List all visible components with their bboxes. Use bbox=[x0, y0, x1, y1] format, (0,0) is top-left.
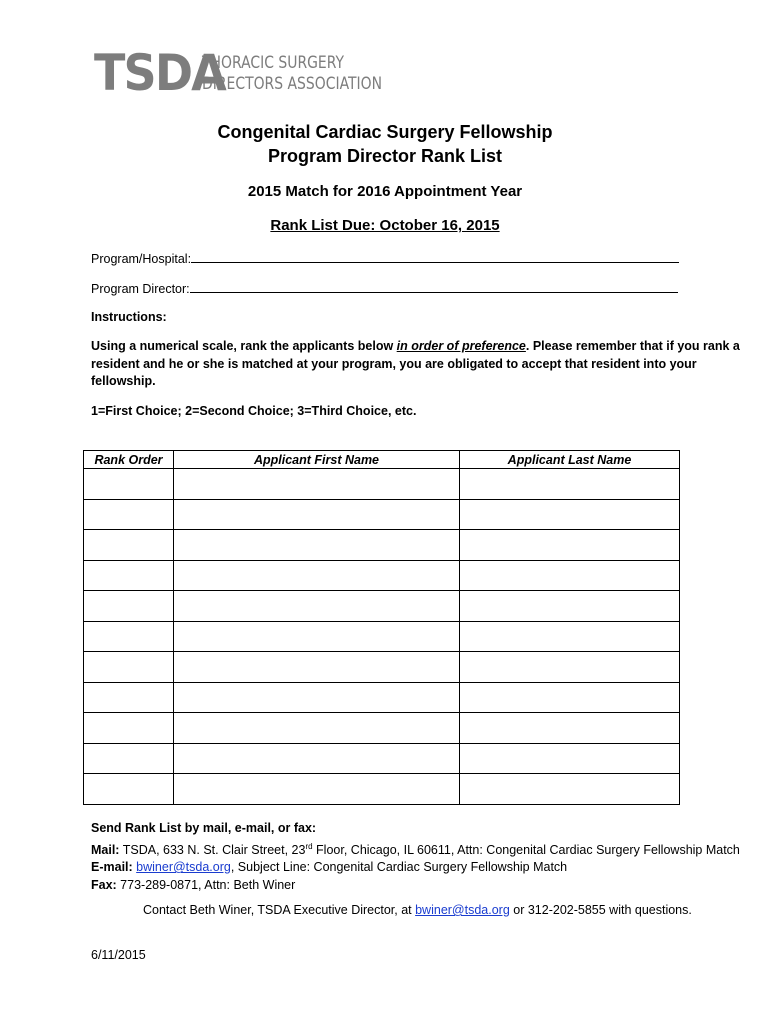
rank-order-cell[interactable] bbox=[84, 652, 174, 683]
rank-order-cell[interactable] bbox=[84, 713, 174, 744]
last-name-cell[interactable] bbox=[460, 652, 680, 683]
first-name-cell[interactable] bbox=[174, 682, 460, 713]
contact-text-b: or 312-202-5855 with questions. bbox=[509, 903, 692, 917]
last-name-cell[interactable] bbox=[460, 774, 680, 805]
last-name-cell[interactable] bbox=[460, 469, 680, 500]
send-block bbox=[91, 820, 761, 894]
logo-line-1: THORACIC SURGERY bbox=[202, 53, 345, 73]
instructions-text-b: . Please remember that if you rank a resident and he or she is matched at your program, you are obligated to accept that resident into your fellowship. bbox=[91, 339, 740, 388]
first-name-cell[interactable] bbox=[174, 530, 460, 561]
mail-line bbox=[91, 838, 761, 860]
program-hospital-field[interactable] bbox=[91, 250, 679, 266]
rank-table-body bbox=[84, 469, 680, 805]
title-line-2: Program Director Rank List bbox=[267, 146, 503, 166]
rank-order-cell[interactable] bbox=[84, 530, 174, 561]
rank-table bbox=[83, 450, 680, 805]
table-row bbox=[84, 743, 680, 774]
program-director-label: Program Director: bbox=[91, 282, 190, 296]
program-director-line[interactable] bbox=[190, 280, 678, 293]
table-row bbox=[84, 682, 680, 713]
first-name-cell[interactable] bbox=[174, 469, 460, 500]
program-director-field[interactable] bbox=[91, 280, 678, 296]
mail-sup: rd bbox=[305, 841, 313, 851]
table-row bbox=[84, 560, 680, 591]
rank-order-cell[interactable] bbox=[84, 682, 174, 713]
table-row bbox=[84, 530, 680, 561]
email-text: , Subject Line: Congenital Cardiac Surgery Fellowship Match bbox=[230, 860, 568, 875]
table-row bbox=[84, 621, 680, 652]
rank-order-cell[interactable] bbox=[84, 499, 174, 530]
fax-label: Fax: bbox=[91, 877, 117, 892]
instructions-text-a: Using a numerical scale, rank the applicants below bbox=[91, 339, 397, 353]
last-name-cell[interactable] bbox=[460, 560, 680, 591]
table-header-row bbox=[84, 451, 680, 469]
table-row bbox=[84, 774, 680, 805]
first-name-cell[interactable] bbox=[174, 621, 460, 652]
last-name-cell[interactable] bbox=[460, 682, 680, 713]
first-name-cell[interactable] bbox=[174, 713, 460, 744]
program-hospital-label: Program/Hospital: bbox=[91, 252, 192, 266]
first-name-cell[interactable] bbox=[174, 743, 460, 774]
email-label: E-mail: bbox=[91, 860, 133, 875]
fax-line bbox=[91, 877, 761, 895]
match-line: 2015 Match for 2016 Appointment Year bbox=[247, 183, 523, 200]
table-row bbox=[84, 652, 680, 683]
logo-line-2: DIRECTORS ASSOCIATION bbox=[202, 74, 383, 94]
table-row bbox=[84, 469, 680, 500]
rank-order-cell[interactable] bbox=[84, 774, 174, 805]
title-line-1: Congenital Cardiac Surgery Fellowship bbox=[217, 122, 553, 142]
col-last-name: Applicant Last Name bbox=[460, 451, 680, 469]
logo-wordmark bbox=[202, 53, 383, 95]
table-row bbox=[84, 499, 680, 530]
contact-line bbox=[143, 902, 770, 920]
program-hospital-line[interactable] bbox=[191, 250, 679, 263]
first-name-cell[interactable] bbox=[174, 499, 460, 530]
first-name-cell[interactable] bbox=[174, 774, 460, 805]
table-row bbox=[84, 591, 680, 622]
first-name-cell[interactable] bbox=[174, 652, 460, 683]
instructions-heading: Instructions: bbox=[91, 310, 167, 324]
mail-text-a: TSDA, 633 N. St. Clair Street, 23 bbox=[119, 842, 306, 857]
logo-mark: TSDA bbox=[94, 44, 225, 102]
col-rank-order: Rank Order bbox=[84, 451, 174, 469]
table-row bbox=[84, 713, 680, 744]
mail-text-b: Floor, Chicago, IL 60611, Attn: Congenital Cardiac Surgery Fellowship Match bbox=[312, 842, 740, 857]
last-name-cell[interactable] bbox=[460, 743, 680, 774]
due-date: Rank List Due: October 16, 2015 bbox=[270, 217, 500, 234]
last-name-cell[interactable] bbox=[460, 499, 680, 530]
rank-order-cell[interactable] bbox=[84, 591, 174, 622]
rank-order-cell[interactable] bbox=[84, 469, 174, 500]
contact-email-link[interactable]: bwiner@tsda.org bbox=[415, 903, 510, 917]
rank-order-cell[interactable] bbox=[84, 743, 174, 774]
rank-scale: 1=First Choice; 2=Second Choice; 3=Third Choice, etc. bbox=[91, 404, 417, 418]
rank-order-cell[interactable] bbox=[84, 621, 174, 652]
document-date: 6/11/2015 bbox=[91, 948, 146, 962]
first-name-cell[interactable] bbox=[174, 591, 460, 622]
last-name-cell[interactable] bbox=[460, 530, 680, 561]
fax-text: 773-289-0871, Attn: Beth Winer bbox=[116, 877, 296, 892]
last-name-cell[interactable] bbox=[460, 591, 680, 622]
send-heading: Send Rank List by mail, e-mail, or fax: bbox=[91, 821, 317, 835]
instructions-text bbox=[91, 338, 751, 391]
last-name-cell[interactable] bbox=[460, 713, 680, 744]
mail-label: Mail: bbox=[91, 842, 120, 857]
instructions-emphasis: in order of preference bbox=[396, 339, 526, 353]
last-name-cell[interactable] bbox=[460, 621, 680, 652]
first-name-cell[interactable] bbox=[174, 560, 460, 591]
contact-text-a: Contact Beth Winer, TSDA Executive Director, at bbox=[143, 903, 416, 917]
email-line bbox=[91, 859, 761, 877]
rank-order-cell[interactable] bbox=[84, 560, 174, 591]
col-first-name: Applicant First Name bbox=[174, 451, 460, 469]
email-link[interactable]: bwiner@tsda.org bbox=[136, 860, 231, 875]
